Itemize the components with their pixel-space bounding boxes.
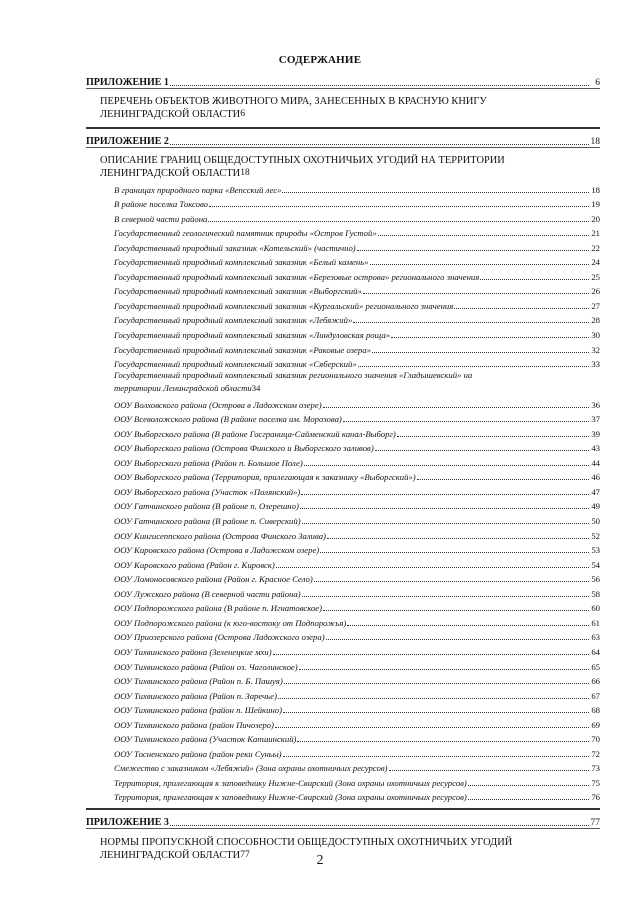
leader-dots bbox=[297, 740, 589, 742]
entry-page: 25 bbox=[591, 271, 600, 282]
entry-title: ООУ Тихвинского района (Район п. Заречье) bbox=[114, 690, 277, 701]
entry-title: ООУ Тосненского района (район реки Суньы) bbox=[114, 748, 282, 759]
entry-title: ООУ Кировского района (Острова в Ладожском озере) bbox=[114, 545, 320, 556]
entry-title: ООУ Выборгского района (Участок «Полянский») bbox=[114, 486, 301, 497]
subtitle-page: 18 bbox=[240, 168, 250, 178]
section-divider bbox=[86, 147, 600, 148]
toc-entry[interactable] bbox=[86, 686, 600, 701]
toc-section-2[interactable] bbox=[86, 129, 600, 147]
entry-title: Государственный геологический памятник природы «Остров Густой» bbox=[114, 228, 377, 239]
entry-title: ООУ Приозерского района (Острова Ладожского озера) bbox=[114, 632, 325, 643]
entry-page: 73 bbox=[591, 763, 600, 774]
entry-title: Государственный природный комплексный заказник «Выборгский» bbox=[114, 286, 362, 297]
entry-title: ООУ Тихвинского района (район Пичозеро) bbox=[114, 719, 274, 730]
entry-title: ООУ Гатчинского района (В районе п. Озерешно) bbox=[114, 501, 299, 512]
entry-title: ООУ Тихвинского района (район п. Шейкино) bbox=[114, 705, 282, 716]
toc-entry[interactable] bbox=[86, 599, 600, 614]
leader-dots bbox=[170, 824, 589, 826]
toc-entry[interactable] bbox=[86, 453, 600, 468]
toc-entry[interactable] bbox=[86, 424, 600, 439]
toc-section-3[interactable] bbox=[86, 810, 600, 828]
entry-page: 54 bbox=[591, 559, 600, 570]
leader-dots bbox=[208, 220, 589, 222]
entry-title: ООУ Выборгского района (Район п. Большое Поле) bbox=[114, 457, 303, 468]
entry-page: 50 bbox=[591, 516, 600, 527]
leader-dots bbox=[468, 784, 589, 786]
entry-title: В северной части района bbox=[114, 213, 208, 224]
toc-entry[interactable] bbox=[86, 730, 600, 745]
entry-page: 60 bbox=[591, 603, 600, 614]
leader-dots bbox=[284, 682, 589, 684]
entry-page: 56 bbox=[591, 574, 600, 585]
entry-title: Государственный природный комплексный заказник «Кургальский» регионального значения bbox=[114, 300, 454, 311]
entry-title: ООУ Тихвинского района (Район п. Б. Пашуя) bbox=[114, 676, 283, 687]
entry-title: Государственный природный комплексный заказник «Сяберский» bbox=[114, 359, 357, 370]
toc-entry[interactable] bbox=[86, 482, 600, 497]
leader-dots bbox=[347, 624, 589, 626]
leader-dots bbox=[480, 278, 589, 280]
toc-entry[interactable] bbox=[86, 325, 600, 340]
toc-entry[interactable] bbox=[86, 311, 600, 326]
toc-entry[interactable] bbox=[86, 209, 600, 224]
page-number: 2 bbox=[316, 853, 324, 868]
leader-dots bbox=[209, 205, 589, 207]
entry-page: 27 bbox=[591, 300, 600, 311]
entry-page: 75 bbox=[591, 777, 600, 788]
entry-title: ООУ Тихвинского района (Зеленецкие мхи) bbox=[114, 646, 272, 657]
leader-dots bbox=[353, 321, 589, 323]
entry-page: 21 bbox=[591, 228, 600, 239]
leader-dots bbox=[375, 449, 589, 451]
toc-entry[interactable] bbox=[86, 628, 600, 643]
toc-entry[interactable] bbox=[86, 613, 600, 628]
section-page: 18 bbox=[590, 137, 600, 147]
entry-title: Государственный природный комплексный заказник «Раковые озера» bbox=[114, 344, 371, 355]
entry-page: 67 bbox=[591, 690, 600, 701]
entry-page: 26 bbox=[591, 286, 600, 297]
toc-entry[interactable] bbox=[86, 526, 600, 541]
toc-entry[interactable] bbox=[86, 584, 600, 599]
entry-page: 28 bbox=[591, 315, 600, 326]
toc-entry[interactable] bbox=[86, 715, 600, 730]
toc-entry[interactable] bbox=[86, 744, 600, 759]
leader-dots bbox=[283, 711, 589, 713]
entry-page: 52 bbox=[591, 530, 600, 541]
leader-dots bbox=[417, 478, 589, 480]
toc-entry[interactable] bbox=[86, 672, 600, 687]
table-of-contents bbox=[86, 70, 600, 862]
entry-page: 53 bbox=[591, 545, 600, 556]
toc-entry[interactable] bbox=[86, 340, 600, 355]
entry-page: 63 bbox=[591, 632, 600, 643]
entry-line: Государственный природный комплексный заказник регионального значения «Гладышевский» на bbox=[114, 370, 473, 381]
entry-page: 61 bbox=[591, 617, 600, 628]
entry-page: 32 bbox=[591, 344, 600, 355]
toc-entry[interactable] bbox=[86, 497, 600, 512]
entry-page: 64 bbox=[591, 646, 600, 657]
leader-dots bbox=[304, 464, 589, 466]
entry-title: ООУ Кировского района (Район г. Кировск) bbox=[114, 559, 275, 570]
leader-dots bbox=[363, 292, 589, 294]
leader-dots bbox=[326, 638, 589, 640]
subtitle-line: ПЕРЕЧЕНЬ ОБЪЕКТОВ ЖИВОТНОГО МИРА, ЗАНЕСЕННЫХ В КРАСНУЮ КНИГУ bbox=[100, 96, 487, 107]
toc-entry[interactable] bbox=[86, 788, 600, 803]
entry-page: 39 bbox=[591, 428, 600, 439]
toc-section-1[interactable] bbox=[86, 70, 600, 88]
toc-entry[interactable] bbox=[86, 282, 600, 297]
toc-entry[interactable] bbox=[86, 369, 600, 395]
entry-page: 49 bbox=[591, 501, 600, 512]
entry-title: В районе поселка Токсово bbox=[114, 199, 208, 210]
entry-page: 46 bbox=[591, 472, 600, 483]
entry-page: 33 bbox=[591, 359, 600, 370]
entry-title: ООУ Выборгского района (Территория, прилегающая к заказнику «Выборгский») bbox=[114, 472, 416, 483]
subtitle-line: НОРМЫ ПРОПУСКНОЙ СПОСОБНОСТИ ОБЩЕДОСТУПНЫХ ОХОТНИЧЬИХ УГОДИЙ bbox=[100, 837, 513, 849]
leader-dots bbox=[468, 798, 589, 800]
leader-dots bbox=[276, 566, 589, 568]
entry-page: 36 bbox=[591, 399, 600, 410]
entry-title: Государственный природный комплексный заказник «Лебяжий» bbox=[114, 315, 353, 326]
entry-page: 22 bbox=[591, 242, 600, 253]
entry-page: 66 bbox=[591, 676, 600, 687]
entry-title: ООУ Волховского района (Острова в Ладожском озере) bbox=[114, 399, 322, 410]
leader-dots bbox=[378, 234, 589, 236]
entry-line: территории Ленинградской области bbox=[114, 383, 252, 394]
toc-entry[interactable] bbox=[86, 570, 600, 585]
leader-dots bbox=[454, 307, 589, 309]
leader-dots bbox=[283, 755, 589, 757]
toc-entry[interactable] bbox=[86, 657, 600, 672]
section-divider bbox=[86, 88, 600, 89]
leader-dots bbox=[314, 580, 589, 582]
leader-dots bbox=[299, 668, 589, 670]
toc-entry[interactable] bbox=[86, 296, 600, 311]
subtitle-line: ЛЕНИНГРАДСКОЙ ОБЛАСТИ bbox=[100, 168, 241, 179]
leader-dots bbox=[300, 507, 589, 509]
toc-entry[interactable] bbox=[86, 773, 600, 788]
entry-title: ООУ Ломоносовского района (Район г. Красное Село) bbox=[114, 574, 313, 585]
section-divider bbox=[86, 828, 600, 829]
entry-page: 47 bbox=[591, 486, 600, 497]
section-label: ПРИЛОЖЕНИЕ 2 bbox=[86, 136, 169, 147]
leader-dots bbox=[389, 769, 590, 771]
entry-page: 69 bbox=[591, 719, 600, 730]
toc-section-1-subtitle[interactable] bbox=[86, 95, 600, 121]
toc-entry[interactable] bbox=[86, 701, 600, 716]
entry-title: ООУ Подпорожского района (В районе п. Игнатовское) bbox=[114, 603, 323, 614]
entry-title: ООУ Всеволожского района (В районе поселка им. Морозова) bbox=[114, 414, 342, 425]
leader-dots bbox=[282, 191, 589, 193]
toc-section-2-subtitle[interactable] bbox=[86, 154, 600, 180]
entry-page: 68 bbox=[591, 705, 600, 716]
leader-dots bbox=[320, 551, 589, 553]
entry-page: 70 bbox=[591, 734, 600, 745]
toc-entry[interactable] bbox=[86, 224, 600, 239]
toc-entry[interactable] bbox=[86, 439, 600, 454]
entry-title: Государственный природный заказник «Котельский» (частично) bbox=[114, 242, 356, 253]
leader-dots bbox=[301, 493, 589, 495]
toc-entry[interactable] bbox=[86, 238, 600, 253]
entry-title: ООУ Тихвинского района (Район оз. Чаголинское) bbox=[114, 661, 298, 672]
entry-title: ООУ Выборгского района (В районе Госграница-Сайменский канал-Выборг) bbox=[114, 428, 396, 439]
entry-page: 65 bbox=[591, 661, 600, 672]
entry-title: Территория, прилегающая к заповеднику Нижне-Свирский (Зона охраны охотничьих ресурсов) bbox=[114, 777, 467, 788]
leader-dots bbox=[273, 653, 589, 655]
entry-page: 43 bbox=[591, 443, 600, 454]
leader-dots bbox=[343, 420, 589, 422]
leader-dots bbox=[323, 609, 589, 611]
leader-dots bbox=[327, 537, 589, 539]
subtitle-line: ЛЕНИНГРАДСКОЙ ОБЛАСТИ bbox=[100, 109, 241, 120]
section-page: 77 bbox=[590, 818, 600, 829]
entry-title: ООУ Подпорожского района (к юго-востоку от Подпорожья) bbox=[114, 617, 347, 628]
toc-entry[interactable] bbox=[86, 541, 600, 556]
leader-dots bbox=[323, 406, 589, 408]
section-label: ПРИЛОЖЕНИЕ 3 bbox=[86, 817, 169, 829]
toc-entry[interactable] bbox=[86, 253, 600, 268]
entry-title: ООУ Лужского района (В северной части района) bbox=[114, 588, 301, 599]
leader-dots bbox=[278, 697, 589, 699]
toc-entry[interactable] bbox=[86, 555, 600, 570]
entry-page: 19 bbox=[591, 199, 600, 210]
entry-title: Государственный природный комплексный заказник «Березовые острова» регионального значения bbox=[114, 271, 480, 282]
leader-dots bbox=[275, 726, 589, 728]
toc-entry[interactable] bbox=[86, 511, 600, 526]
entry-title: В границах природного парка «Вепсский лес» bbox=[114, 184, 282, 195]
subtitle-line: ЛЕНИНГРАДСКОЙ ОБЛАСТИ bbox=[100, 850, 241, 862]
subtitle-line: ОПИСАНИЕ ГРАНИЦ ОБЩЕДОСТУПНЫХ ОХОТНИЧЬИХ УГОДИЙ НА ТЕРРИТОРИИ bbox=[100, 155, 505, 166]
entry-title: Территория, прилегающая к заповеднику Нижне-Свирский (Зона охраны охотничьих ресурсов) bbox=[114, 792, 467, 803]
entry-page: 18 bbox=[591, 184, 600, 195]
toc-entry[interactable] bbox=[86, 642, 600, 657]
entry-title: ООУ Гатчинского района (В районе п. Сиверский) bbox=[114, 516, 301, 527]
leader-dots bbox=[372, 351, 589, 353]
entry-page: 44 bbox=[591, 457, 600, 468]
entry-page: 30 bbox=[591, 330, 600, 341]
entry-page: 37 bbox=[591, 414, 600, 425]
leader-dots bbox=[358, 365, 589, 367]
section-page: 6 bbox=[595, 78, 600, 88]
toc-entry[interactable] bbox=[86, 267, 600, 282]
entry-title: Государственный природный комплексный заказник «Линдуловская роща» bbox=[114, 330, 391, 341]
leader-dots bbox=[170, 84, 589, 86]
entry-title: Государственный природный комплексный заказник «Белый камень» bbox=[114, 257, 369, 268]
entry-title: ООУ Кингисеппского района (Острова Финского Залива) bbox=[114, 530, 326, 541]
entry-page: 58 bbox=[591, 588, 600, 599]
toc-entries-group bbox=[86, 395, 600, 802]
leader-dots bbox=[391, 336, 589, 338]
toc-entries-group bbox=[86, 180, 600, 369]
leader-dots bbox=[397, 435, 589, 437]
entry-page: 72 bbox=[591, 748, 600, 759]
leader-dots bbox=[170, 143, 589, 145]
entry-title: ООУ Выборгского района (Острова Финского и Выборгского заливов) bbox=[114, 443, 374, 454]
toc-title: СОДЕРЖАНИЕ bbox=[278, 54, 362, 66]
leader-dots bbox=[302, 522, 589, 524]
toc-entry[interactable] bbox=[86, 759, 600, 774]
toc-entry[interactable] bbox=[86, 180, 600, 195]
toc-entry[interactable] bbox=[86, 410, 600, 425]
entry-page: 24 bbox=[591, 257, 600, 268]
subtitle-page: 6 bbox=[240, 109, 245, 119]
entry-title: ООУ Тихвинского района (Участок Капшинский) bbox=[114, 734, 297, 745]
entry-page: 34 bbox=[251, 383, 261, 394]
toc-entry[interactable] bbox=[86, 468, 600, 483]
toc-entry[interactable] bbox=[86, 195, 600, 210]
leader-dots bbox=[302, 595, 589, 597]
leader-dots bbox=[357, 249, 589, 251]
leader-dots bbox=[370, 263, 589, 265]
toc-entry[interactable] bbox=[86, 395, 600, 410]
section-label: ПРИЛОЖЕНИЕ 1 bbox=[86, 77, 169, 88]
subtitle-page: 77 bbox=[240, 850, 250, 861]
entry-page: 76 bbox=[591, 792, 600, 803]
toc-entry[interactable] bbox=[86, 355, 600, 370]
entry-page: 20 bbox=[591, 213, 600, 224]
entry-title: Смежество с заказником «Лебяжий» (Зона охраны охотничьих ресурсов) bbox=[114, 763, 388, 774]
